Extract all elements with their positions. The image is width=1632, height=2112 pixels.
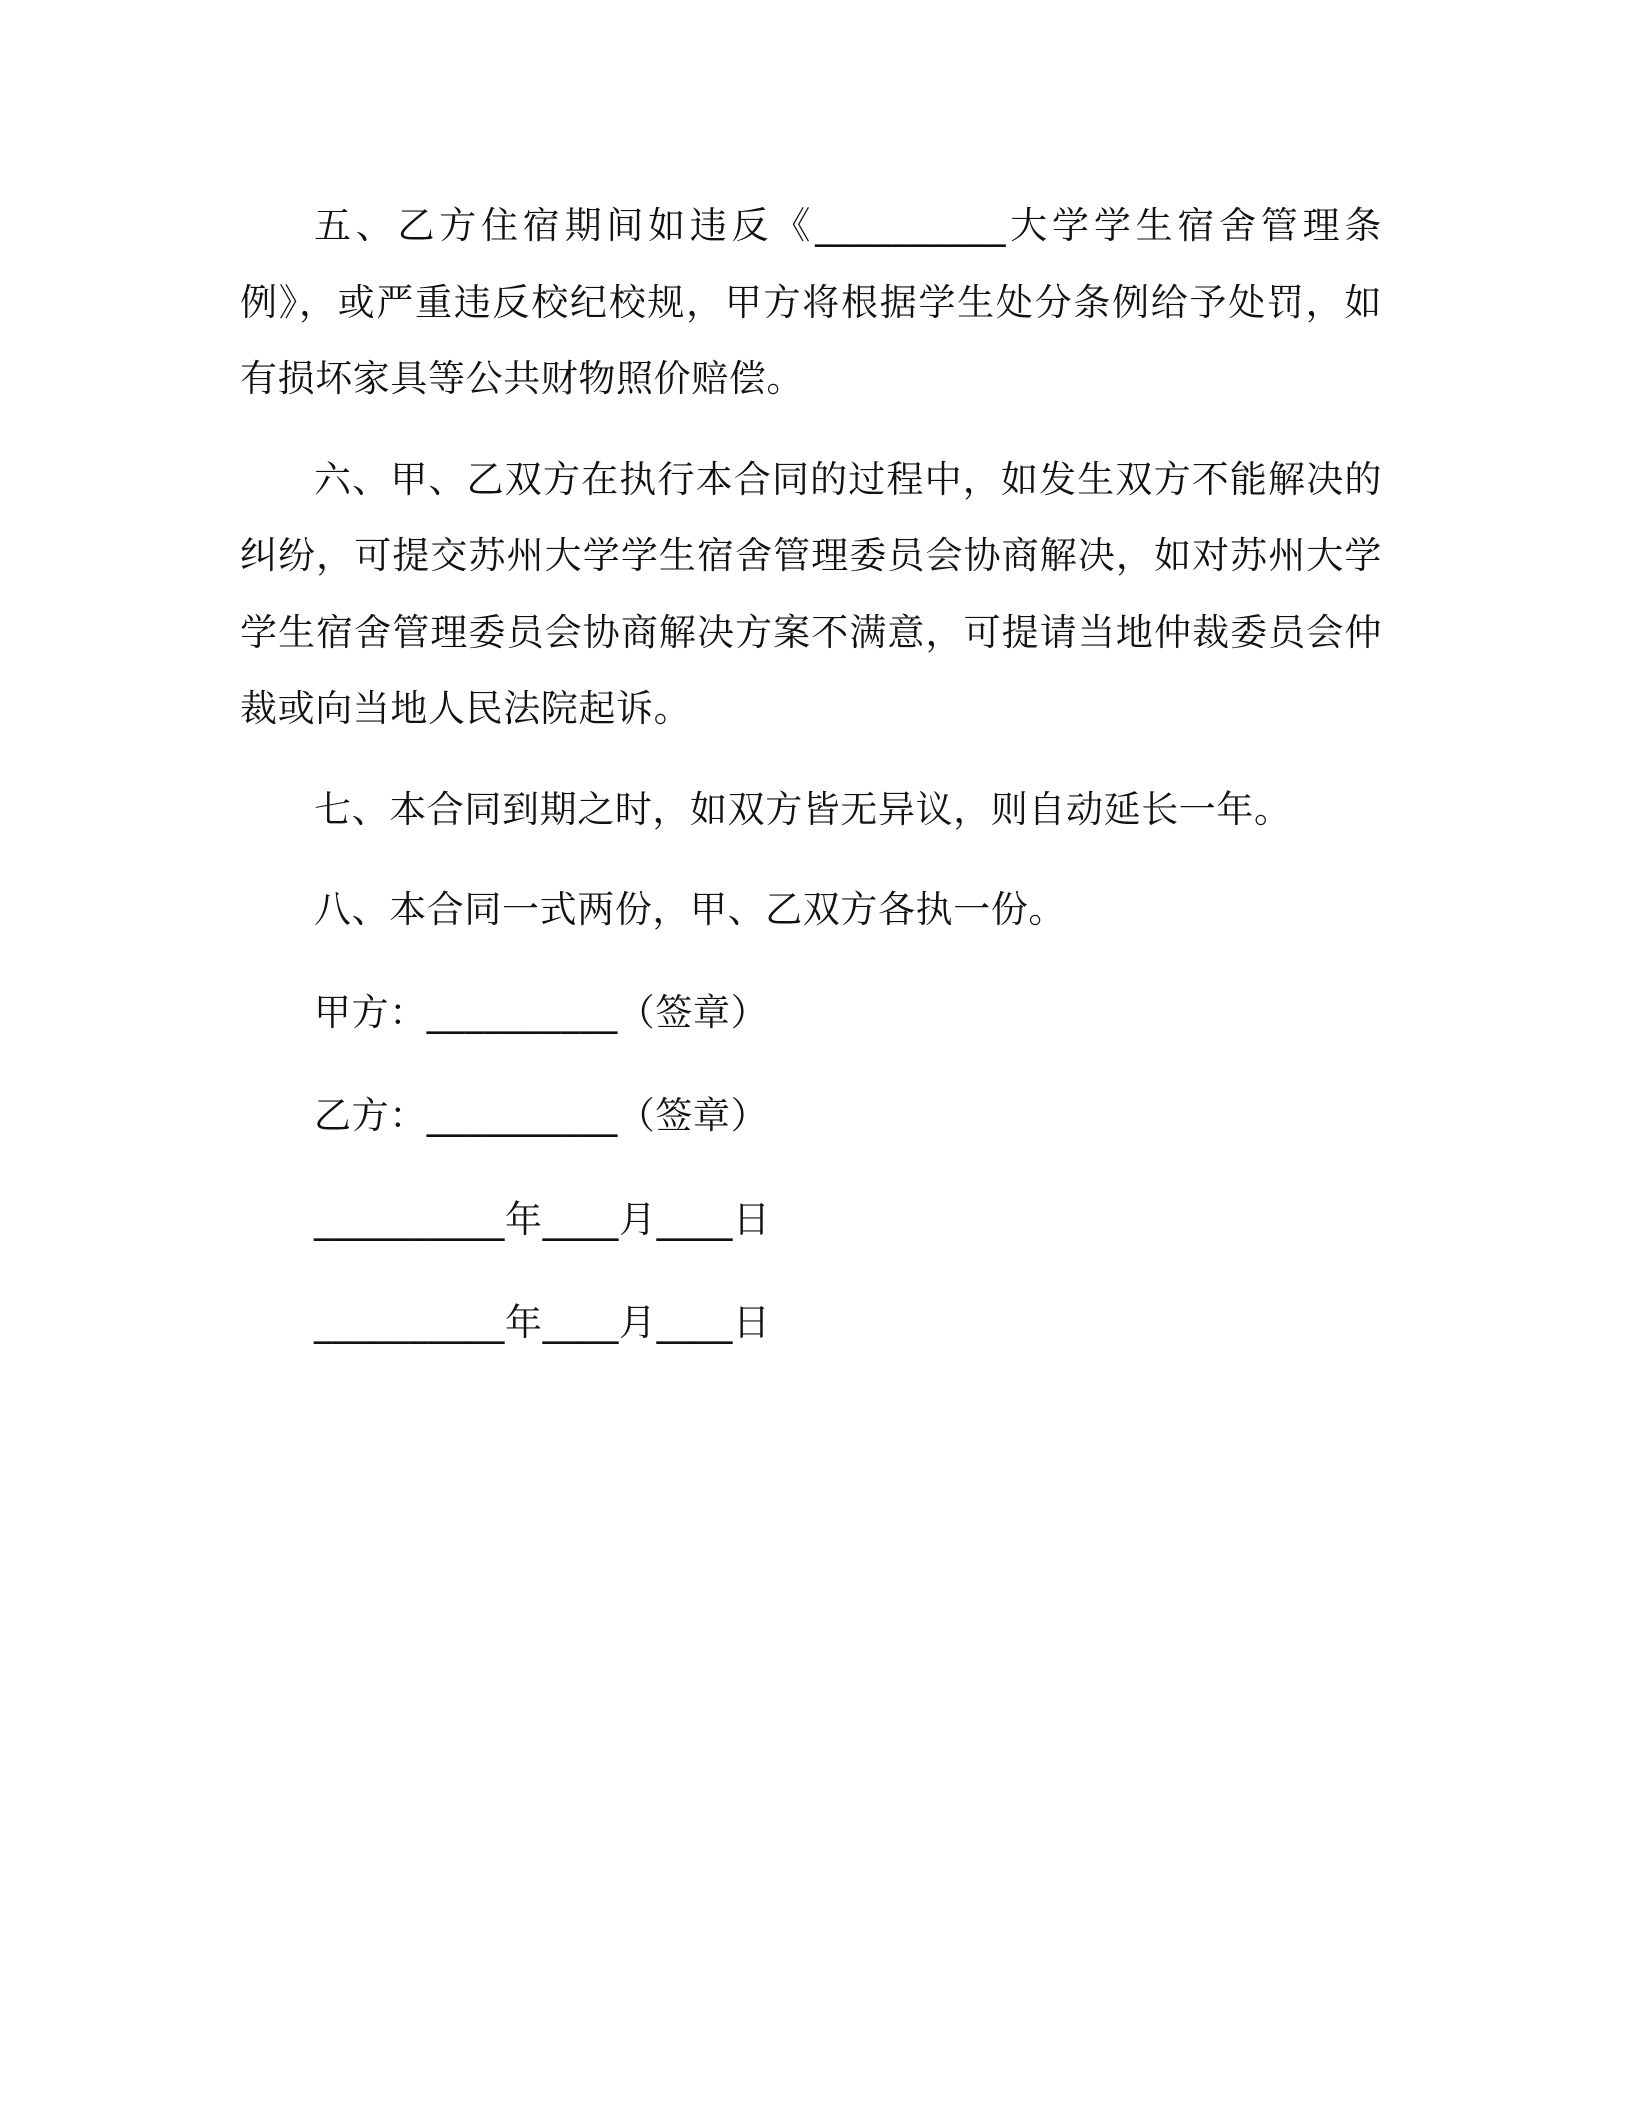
clause-7: 七、本合同到期之时，如双方皆无异议，则自动延长一年。 bbox=[314, 787, 1292, 831]
clause-5: 五、乙方住宿期间如违反《__________大学学生宿舍管理条例》，或严重违反校纪校规，甲方将根据学生处分条例给予处罚，如有损坏家具等公共财物照价赔偿。 bbox=[240, 204, 1382, 400]
signature-party-a: 甲方：__________（签章） bbox=[314, 990, 769, 1034]
document-body bbox=[240, 188, 1382, 1362]
signature-party-b: 乙方：__________（签章） bbox=[314, 1094, 769, 1137]
date-line-1: __________年____月____日 bbox=[314, 1197, 771, 1241]
clause-6: 六、甲、乙双方在执行本合同的过程中，如发生双方不能解决的纠纷，可提交苏州大学学生宿舍管理委员会协商解决，如对苏州大学学生宿舍管理委员会协商解决方案不满意，可提请当地仲裁委员会仲裁或向当地人民法院起诉。 bbox=[240, 457, 1382, 730]
date-line-2: __________年____月____日 bbox=[314, 1301, 771, 1344]
clause-8: 八、本合同一式两份，甲、乙双方各执一份。 bbox=[314, 888, 1066, 931]
